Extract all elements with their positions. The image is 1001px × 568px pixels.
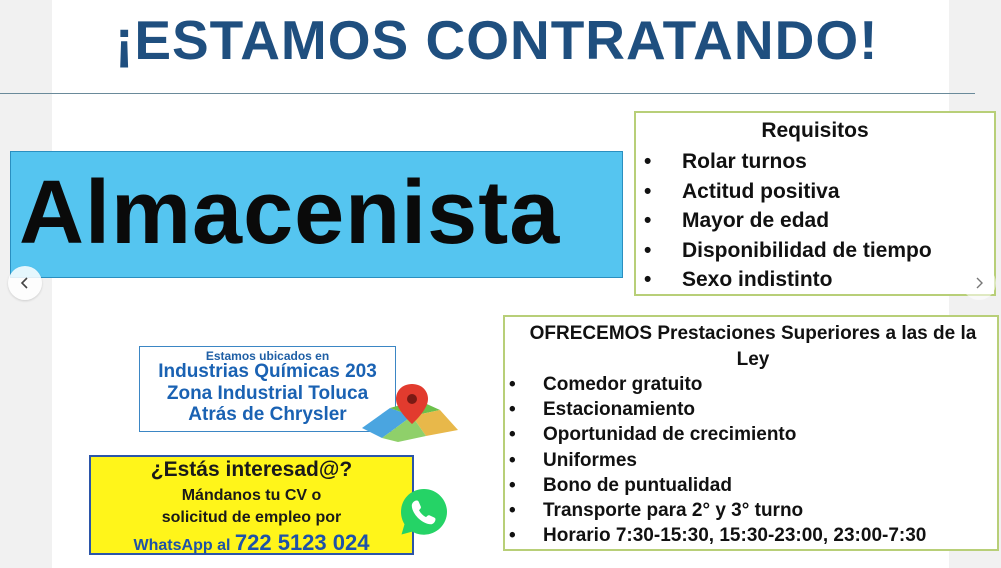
next-slide-button[interactable] bbox=[962, 266, 996, 300]
phone-number: 722 5123 024 bbox=[234, 530, 370, 555]
list-item: • Oportunidad de crecimiento bbox=[509, 424, 797, 446]
requirements-box bbox=[634, 111, 996, 296]
headline: ¡ESTAMOS CONTRATANDO! bbox=[115, 9, 879, 71]
whatsapp-icon bbox=[398, 486, 450, 538]
contact-text: Mándanos tu CV o bbox=[181, 487, 322, 504]
headline-divider bbox=[0, 93, 975, 94]
list-item: • Disponibilidad de tiempo bbox=[644, 238, 932, 262]
contact-al: al bbox=[217, 537, 231, 554]
list-item: • Rolar turnos bbox=[644, 150, 807, 173]
location-line: Zona Industrial Toluca bbox=[166, 383, 369, 404]
chevron-left-icon bbox=[18, 276, 32, 290]
list-item: • Sexo indistinto bbox=[644, 268, 833, 292]
location-box bbox=[139, 346, 396, 432]
whatsapp-label: WhatsApp bbox=[133, 537, 213, 554]
list-item: • Horario 7:30-15:30, 15:30-23:00, 23:00-7:30 bbox=[509, 525, 927, 547]
requirements-title: Requisitos bbox=[761, 119, 869, 142]
benefits-title: OFRECEMOS Prestaciones Superiores a las de la Ley bbox=[529, 323, 977, 370]
location-line: Atrás de Chrysler bbox=[188, 404, 347, 425]
map-pin-icon bbox=[360, 380, 460, 442]
benefits-list bbox=[509, 372, 926, 548]
contact-phone-line bbox=[91, 530, 412, 556]
chevron-right-icon bbox=[972, 276, 986, 290]
job-title: Almacenista bbox=[19, 163, 561, 263]
contact-box bbox=[89, 455, 414, 555]
contact-text: solicitud de empleo por bbox=[161, 509, 342, 526]
location-line: Industrias Químicas 203 bbox=[158, 361, 377, 382]
location-intro: Estamos ubicados en bbox=[205, 349, 330, 363]
list-item: • Estacionamiento bbox=[509, 399, 696, 421]
list-item: • Comedor gratuito bbox=[509, 374, 703, 395]
list-item: • Mayor de edad bbox=[644, 209, 830, 233]
previous-slide-button[interactable] bbox=[8, 266, 42, 300]
list-item: • Actitud positiva bbox=[644, 179, 840, 203]
list-item: • Uniformes bbox=[509, 449, 637, 471]
job-title-box bbox=[10, 151, 623, 278]
benefits-box bbox=[503, 315, 999, 551]
requirements-list bbox=[644, 147, 932, 295]
list-item: • Transporte para 2° y 3° turno bbox=[509, 499, 804, 521]
contact-title: ¿Estás interesad@? bbox=[150, 458, 353, 481]
list-item: • Bono de puntualidad bbox=[509, 474, 732, 496]
